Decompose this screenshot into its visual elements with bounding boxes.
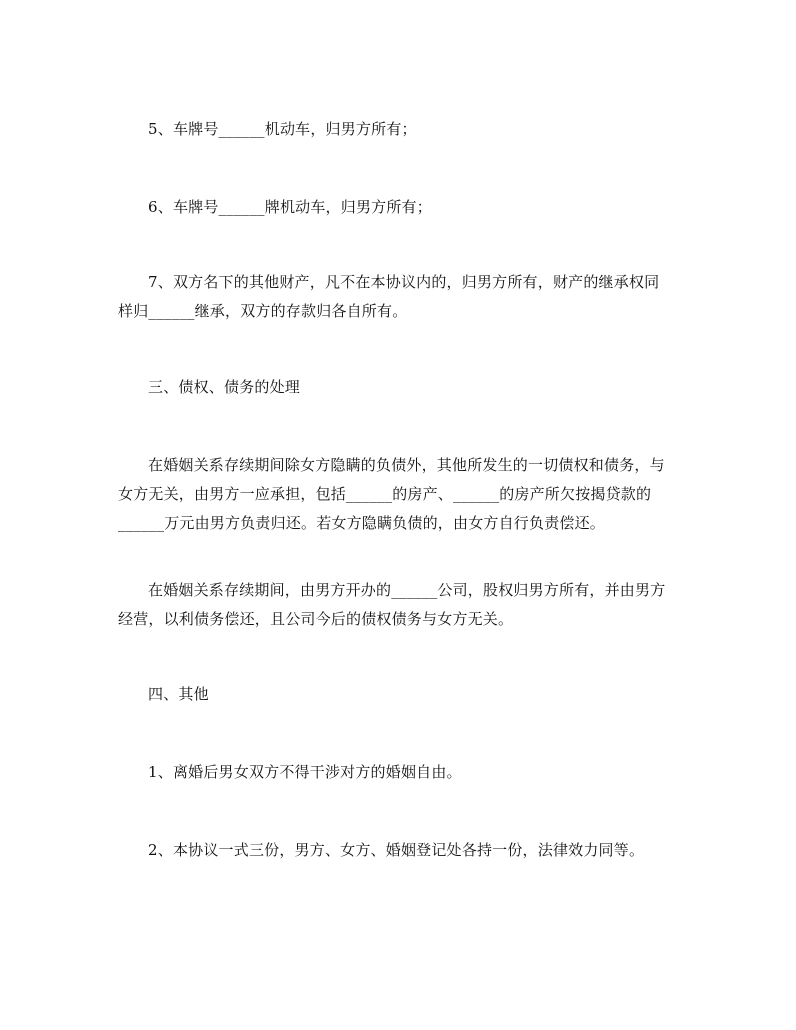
section-heading-other xyxy=(118,680,688,709)
paragraph-line: 5、车牌号______机动车，归男方所有； xyxy=(148,120,417,138)
clause-copies-2 xyxy=(118,836,688,865)
paragraph-line: 在婚姻关系存续期间除女方隐瞒的负债外，其他所发生的一切债权和债务，与 xyxy=(148,456,665,474)
paragraph-line: 6、车牌号______牌机动车，归男方所有； xyxy=(148,198,432,216)
paragraph-line: 7、双方名下的其他财产，凡不在本协议内的，归男方所有，财产的继承权同 xyxy=(148,273,660,291)
heading-line: 四、其他 xyxy=(148,685,209,703)
clause-vehicle-6 xyxy=(118,193,688,222)
clause-other-property-7 xyxy=(118,268,688,326)
paragraph-line: 1、离婚后男女双方不得干涉对方的婚姻自由。 xyxy=(148,763,462,781)
clause-vehicle-5 xyxy=(118,115,688,144)
heading-line: 三、债权、债务的处理 xyxy=(148,378,301,396)
section-heading-debts xyxy=(118,373,688,402)
paragraph-line: 在婚姻关系存续期间，由男方开办的______公司，股权归男方所有，并由男方 xyxy=(148,581,666,599)
paragraph-line: 经营，以利债务偿还，且公司今后的债权债务与女方无关。 xyxy=(118,610,514,628)
paragraph-line: ______万元由男方负责归还。若女方隐瞒负债的，由女方自行负责偿还。 xyxy=(118,514,606,532)
paragraph-line: 2、本协议一式三份，男方、女方、婚姻登记处各持一份，法律效力同等。 xyxy=(148,841,645,859)
paragraph-line: 样归______继承，双方的存款归各自所有。 xyxy=(118,302,408,320)
clause-marriage-freedom-1 xyxy=(118,758,688,787)
paragraph-company xyxy=(118,576,688,634)
paragraph-line: 女方无关，由男方一应承担，包括______的房产、______的房产所欠按揭贷款的 xyxy=(118,485,652,503)
paragraph-debt-handling xyxy=(118,451,688,538)
